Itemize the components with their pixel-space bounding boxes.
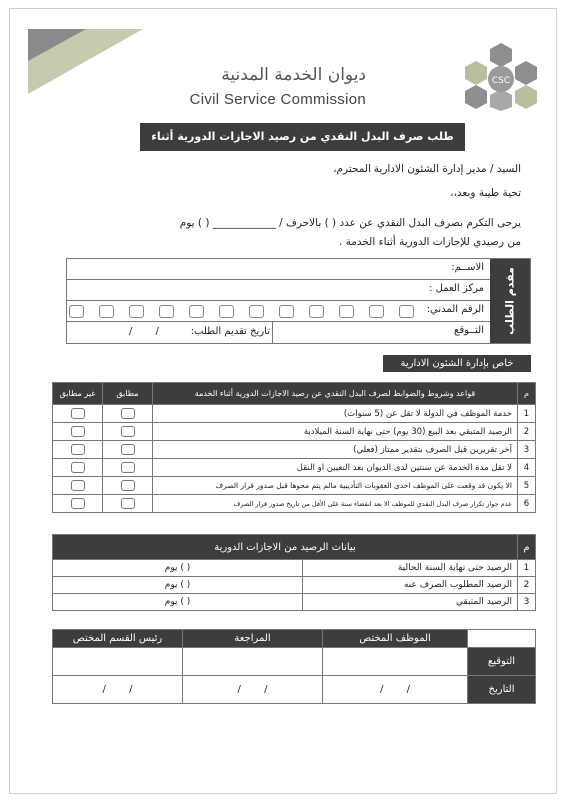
nomatch-checkbox[interactable] [71,444,85,455]
table-row [53,577,536,594]
balance-number: 3 [518,594,536,611]
balance-label: الرصيد المطلوب الصرف عنه [303,577,518,594]
rule-number: 6 [518,495,536,513]
request-line-2: من رصيدي للإجازات الدورية أثناء الخدمة . [338,236,521,248]
employee-date-field[interactable]: / / [323,676,468,704]
rule-text: الا يكون قد وقعت على الموظف احدى العقوبات التأديبية مالم يتم محوها قبل صدور قرار الصرف [153,477,518,495]
civil-id-digit[interactable] [309,305,324,318]
logo-text: CSC [491,76,511,86]
balance-header: بيانات الرصيد من الاجازات الدورية [53,535,518,560]
col-no: م [518,383,536,405]
rule-text: خدمة الموظف في الدولة لا تقل عن (5 سنوات) [153,405,518,423]
workplace-row[interactable] [67,280,490,301]
approval-col-employee: الموظف المختص [323,630,468,648]
rule-text: عدم جواز تكرار صرف البدل النقدي للموظف الا بعد انقضاء سنة على الأقل من تاريخ صدور قرار الصرف [153,495,518,513]
date-row-label: التاريخ [468,676,536,704]
col-match: مطابق [103,383,153,405]
civil-id-digit[interactable] [159,305,174,318]
match-checkbox[interactable] [121,426,135,437]
table-row [53,459,536,477]
nomatch-checkbox[interactable] [71,426,85,437]
balance-value[interactable]: ( ) يوم [53,594,303,611]
head-date-field[interactable]: / / [53,676,183,704]
civil-id-digit[interactable] [339,305,354,318]
approvals-table [52,629,536,704]
applicant-box [66,258,531,344]
balance-value[interactable]: ( ) يوم [53,560,303,577]
civil-id-digit[interactable] [279,305,294,318]
addressee: السيد / مدير إدارة الشئون الادارية [373,163,521,175]
signature-row [53,648,536,676]
balance-number: 1 [518,560,536,577]
signature-row-label: التوقيع [468,648,536,676]
civil-id-digit[interactable] [189,305,204,318]
form-page [9,8,557,794]
date-row [53,676,536,704]
balance-col-no: م [518,535,536,560]
rule-number: 4 [518,459,536,477]
civil-id-digit[interactable] [129,305,144,318]
respect-word: المحترم، [333,163,371,175]
request-line-1: يرجى التكرم بصرف البدل النقدي عن عدد ( ) بالاحرف / ____________ ( ) يوم [179,217,521,229]
table-row [53,441,536,459]
balance-value[interactable]: ( ) يوم [53,577,303,594]
rule-text: لا تقل مدة الخدمة عن سنتين لدى الديوان بعد التعيين او النقل [153,459,518,477]
match-checkbox[interactable] [121,480,135,491]
rule-text: الرصيد المتبقي بعد البيع (30 يوم) حتى نهاية السنة الميلادية [153,423,518,441]
signature-date-row [67,322,490,343]
civil-id-digit[interactable] [219,305,234,318]
approval-col-head: رئيس القسم المختص [53,630,183,648]
employee-signature-field[interactable] [323,648,468,676]
civil-id-digit[interactable] [369,305,384,318]
signature-label: التــوقع [454,325,484,336]
table-row [53,477,536,495]
col-nomatch: غير مطابق [53,383,103,405]
org-name-arabic: ديوان الخدمة المدنية [221,65,366,85]
nomatch-checkbox[interactable] [71,462,85,473]
civil-id-digit[interactable] [399,305,414,318]
match-checkbox[interactable] [121,498,135,509]
civil-id-digit[interactable] [249,305,264,318]
civil-id-digit[interactable] [69,305,84,318]
applicant-side-label: مقدم الطلب [490,259,530,343]
match-checkbox[interactable] [121,408,135,419]
approval-col-review: المراجعة [183,630,323,648]
org-name-english: Civil Service Commission [189,91,366,108]
balance-label: الرصيد المتبقي [303,594,518,611]
table-row [53,405,536,423]
col-rules: قواعد وشروط والضوابط لصرف البدل النقدي عن رصيد الاجازات الدورية أثناء الخدمة [153,383,518,405]
match-checkbox[interactable] [121,444,135,455]
balance-number: 2 [518,577,536,594]
table-row [53,495,536,513]
workplace-label: مركز العمل : [429,283,484,294]
review-date-field[interactable]: / / [183,676,323,704]
review-signature-field[interactable] [183,648,323,676]
nomatch-checkbox[interactable] [71,498,85,509]
submission-date-label: تاريخ تقديم الطلب: [190,326,270,337]
admin-section-header: خاص بإدارة الشئون الادارية [383,355,531,372]
rule-number: 3 [518,441,536,459]
table-row [53,594,536,611]
civil-id-digit[interactable] [99,305,114,318]
rule-number: 1 [518,405,536,423]
balance-label: الرصيد حتى نهاية السنة الحالية [303,560,518,577]
name-row[interactable] [67,259,490,280]
match-checkbox[interactable] [121,462,135,473]
nomatch-checkbox[interactable] [71,480,85,491]
rule-number: 5 [518,477,536,495]
table-row [53,423,536,441]
csc-logo-icon [462,41,540,111]
name-label: الاســم: [451,262,484,273]
balance-table [52,534,536,611]
form-title: طلب صرف البدل النقدي من رصيد الاجازات الدورية أثناء الخدمة [140,123,465,151]
rules-table [52,382,536,513]
decorative-triangle-gray [28,29,86,61]
rule-text: آخر تقريرين قبل الصرف بتقدير ممتاز (فعلي) [153,441,518,459]
head-signature-field[interactable] [53,648,183,676]
rule-number: 2 [518,423,536,441]
table-row [53,560,536,577]
civil-id-label: الرقم المدني: [426,304,484,315]
greeting: تحية طيبة وبعد،، [450,187,521,199]
civil-id-row [67,301,490,322]
nomatch-checkbox[interactable] [71,408,85,419]
submission-date-value[interactable]: / / [129,326,159,337]
